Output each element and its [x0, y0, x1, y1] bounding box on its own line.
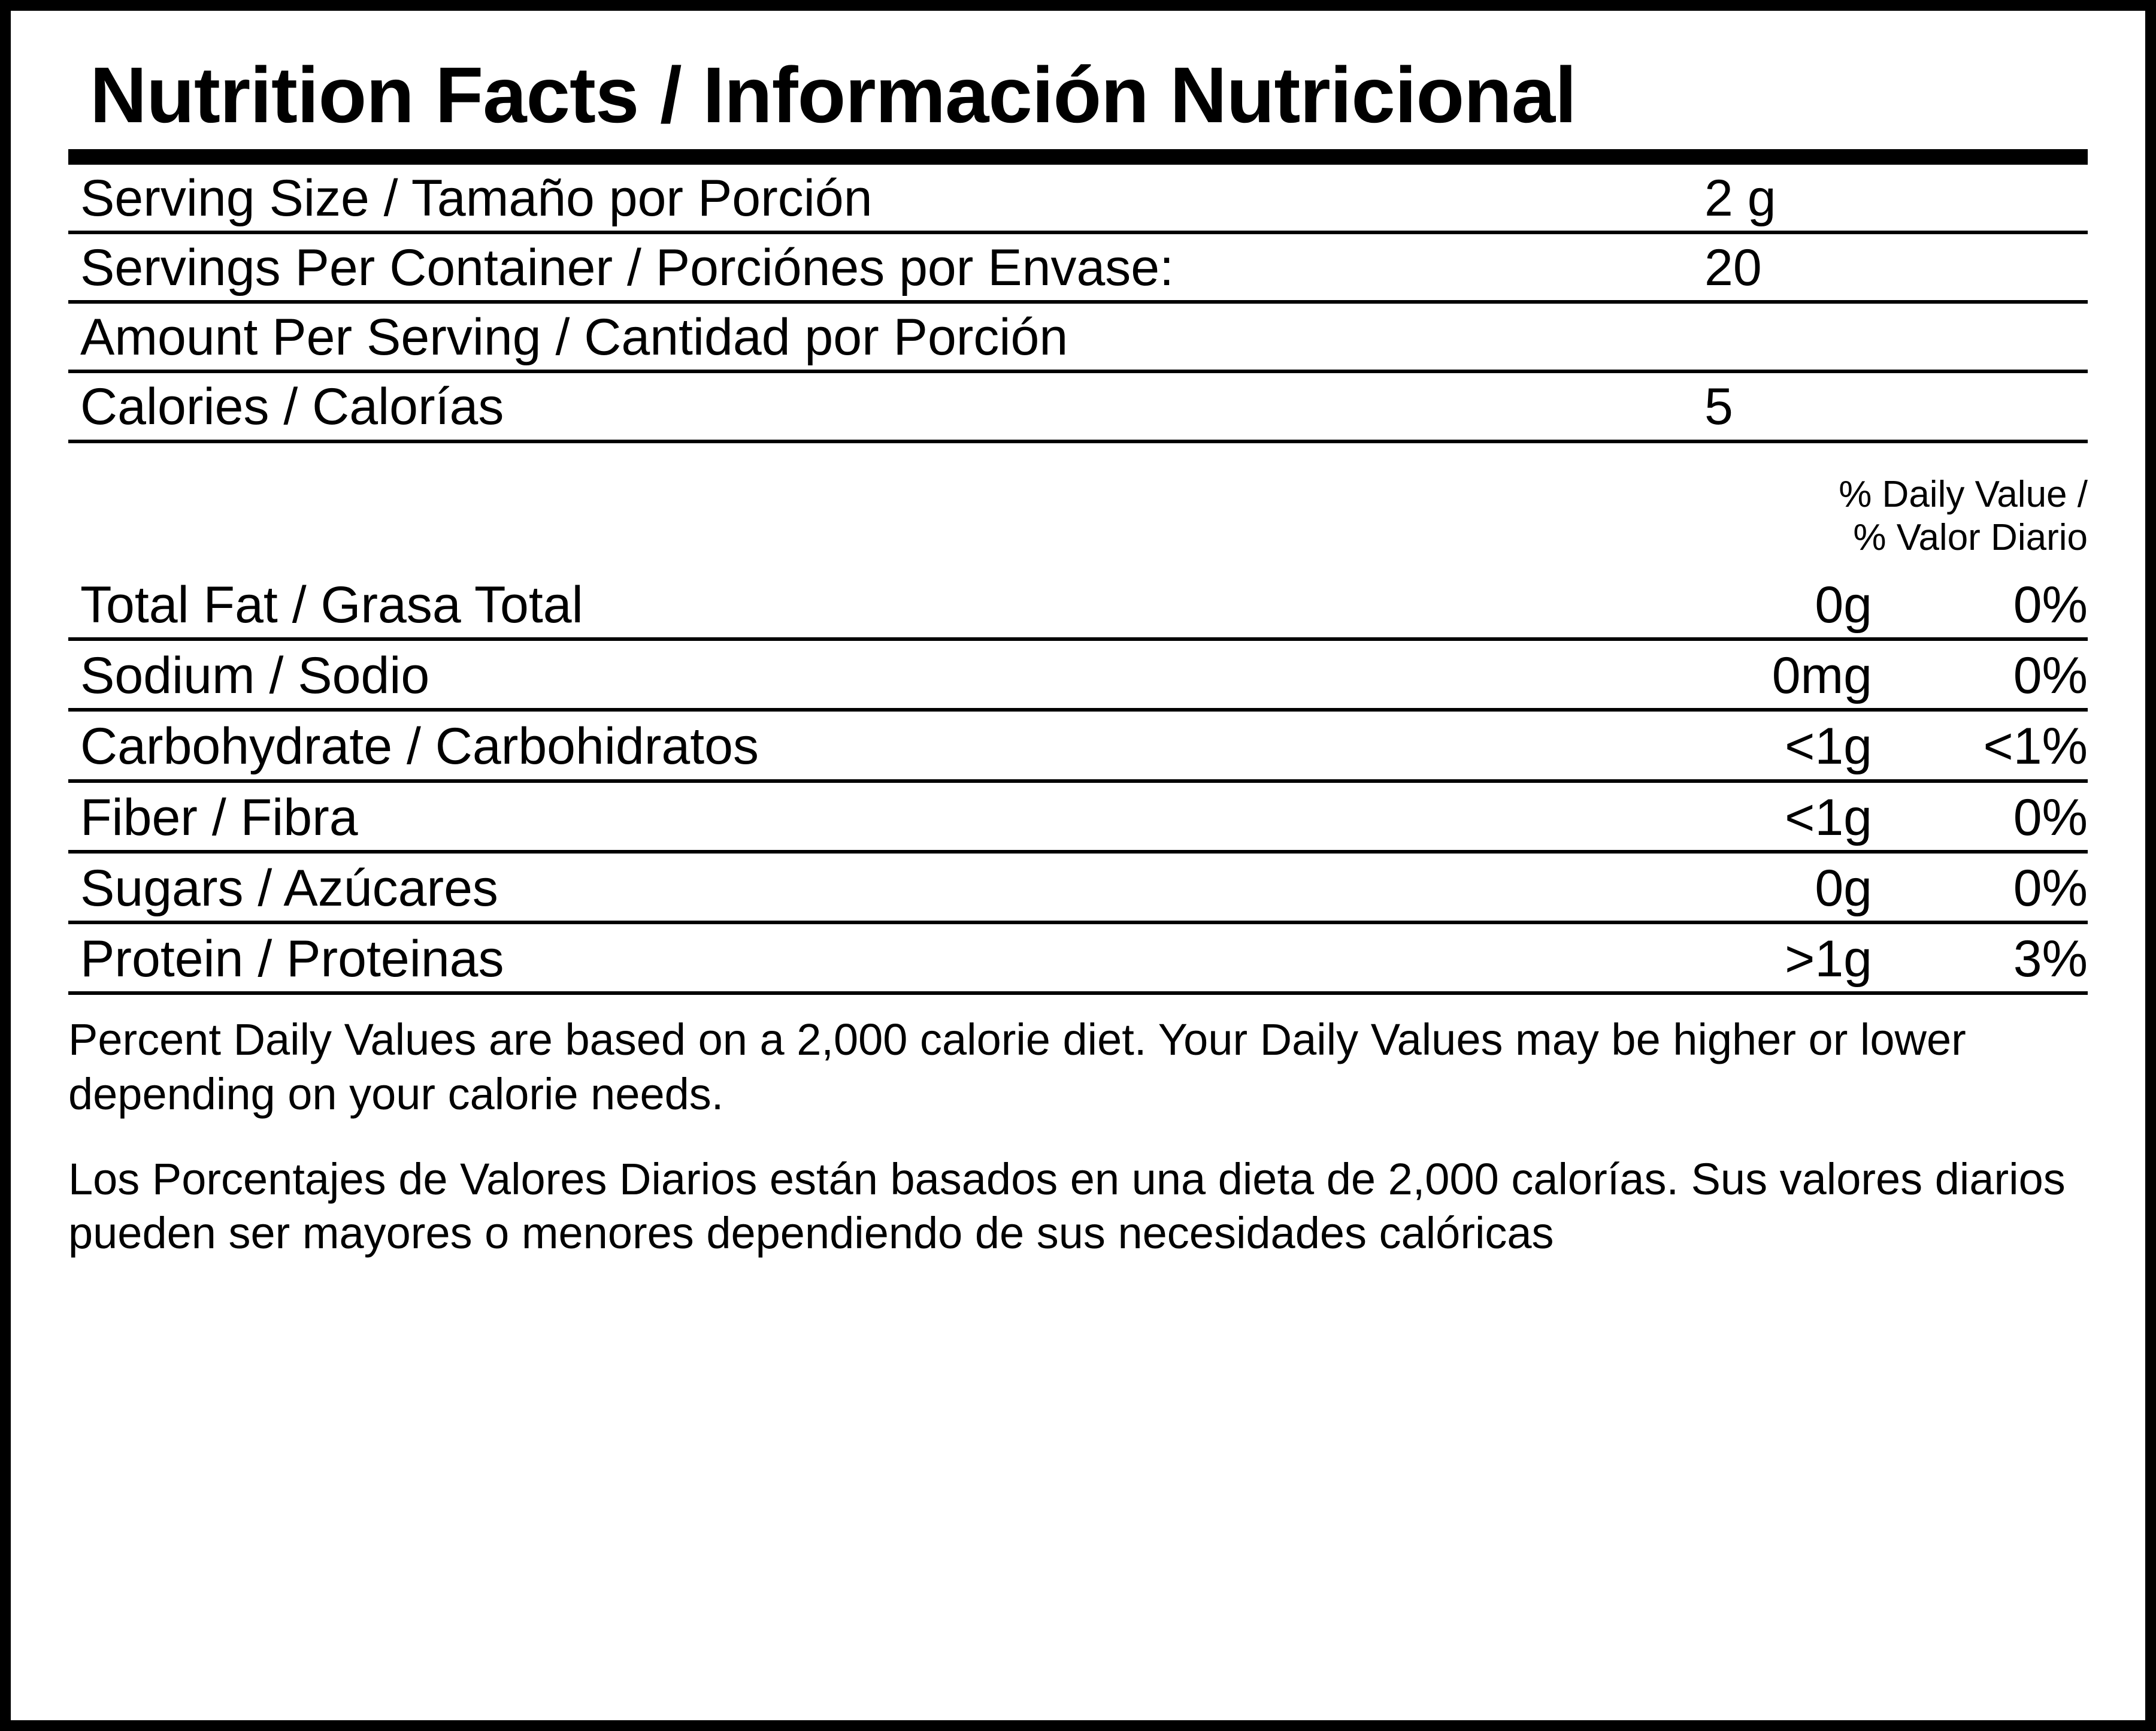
table-row [68, 234, 2088, 304]
daily-value-header-line-2: % Valor Diario [1853, 516, 2088, 558]
table-row [68, 373, 2088, 443]
title-divider [68, 149, 2088, 165]
nutrient-percent: <1% [1983, 718, 2088, 776]
servings-per-container-value: 20 [1704, 238, 1762, 296]
nutrient-name: Protein / Proteinas [80, 930, 504, 988]
table-row [68, 304, 2088, 373]
table-row [68, 854, 2088, 924]
servings-per-container-label: Servings Per Container / Porciónes por Envase: [80, 238, 1174, 296]
nutrient-name: Fiber / Fibra [80, 788, 358, 846]
nutrient-percent: 0% [2013, 859, 2088, 917]
serving-size-value: 2 g [1704, 169, 1776, 227]
nutrient-name: Sugars / Azúcares [80, 859, 498, 917]
nutrient-amount: <1g [1785, 788, 1872, 846]
footnote-spanish: Los Porcentajes de Valores Diarios están basados en una dieta de 2,000 calorías. Sus valores diarios pueden ser mayores o menores dependiendo de sus necesidades calóricas [68, 1154, 2066, 1258]
daily-value-header-line-1: % Daily Value / [1839, 473, 2088, 515]
footnotes [68, 1013, 2088, 1260]
nutrient-amount: 0g [1815, 576, 1872, 634]
calories-label: Calories / Calorías [80, 378, 504, 436]
nutrient-percent: 0% [2013, 788, 2088, 846]
table-row [68, 924, 2088, 995]
page-title: Nutrition Facts / Información Nutricional [90, 51, 1576, 139]
nutrient-name: Sodium / Sodio [80, 646, 430, 704]
nutrient-amount: <1g [1785, 718, 1872, 776]
table-row [68, 165, 2088, 234]
nutrient-table [68, 570, 2088, 995]
nutrient-percent: 0% [2013, 646, 2088, 704]
table-row [68, 712, 2088, 782]
footnote-english: Percent Daily Values are based on a 2,000 calorie diet. Your Daily Values may be higher or lower depending on your calorie needs. [68, 1015, 1966, 1119]
nutrient-amount: 0g [1815, 859, 1872, 917]
nutrient-name: Total Fat / Grasa Total [80, 576, 583, 634]
table-row [68, 570, 2088, 641]
nutrient-percent: 3% [2013, 930, 2088, 988]
serving-size-label: Serving Size / Tamaño por Porción [80, 169, 873, 227]
table-row [68, 783, 2088, 854]
nutrient-percent: 0% [2013, 576, 2088, 634]
table-row [68, 641, 2088, 712]
nutrient-amount: 0mg [1772, 646, 1872, 704]
amount-per-serving-label: Amount Per Serving / Cantidad por Porción [80, 308, 1068, 367]
nutrient-name: Carbohydrate / Carbohidratos [80, 718, 759, 776]
serving-information [68, 165, 2088, 443]
nutrient-amount: >1g [1785, 930, 1872, 988]
calories-value: 5 [1704, 378, 1733, 436]
daily-value-header [68, 443, 2088, 570]
